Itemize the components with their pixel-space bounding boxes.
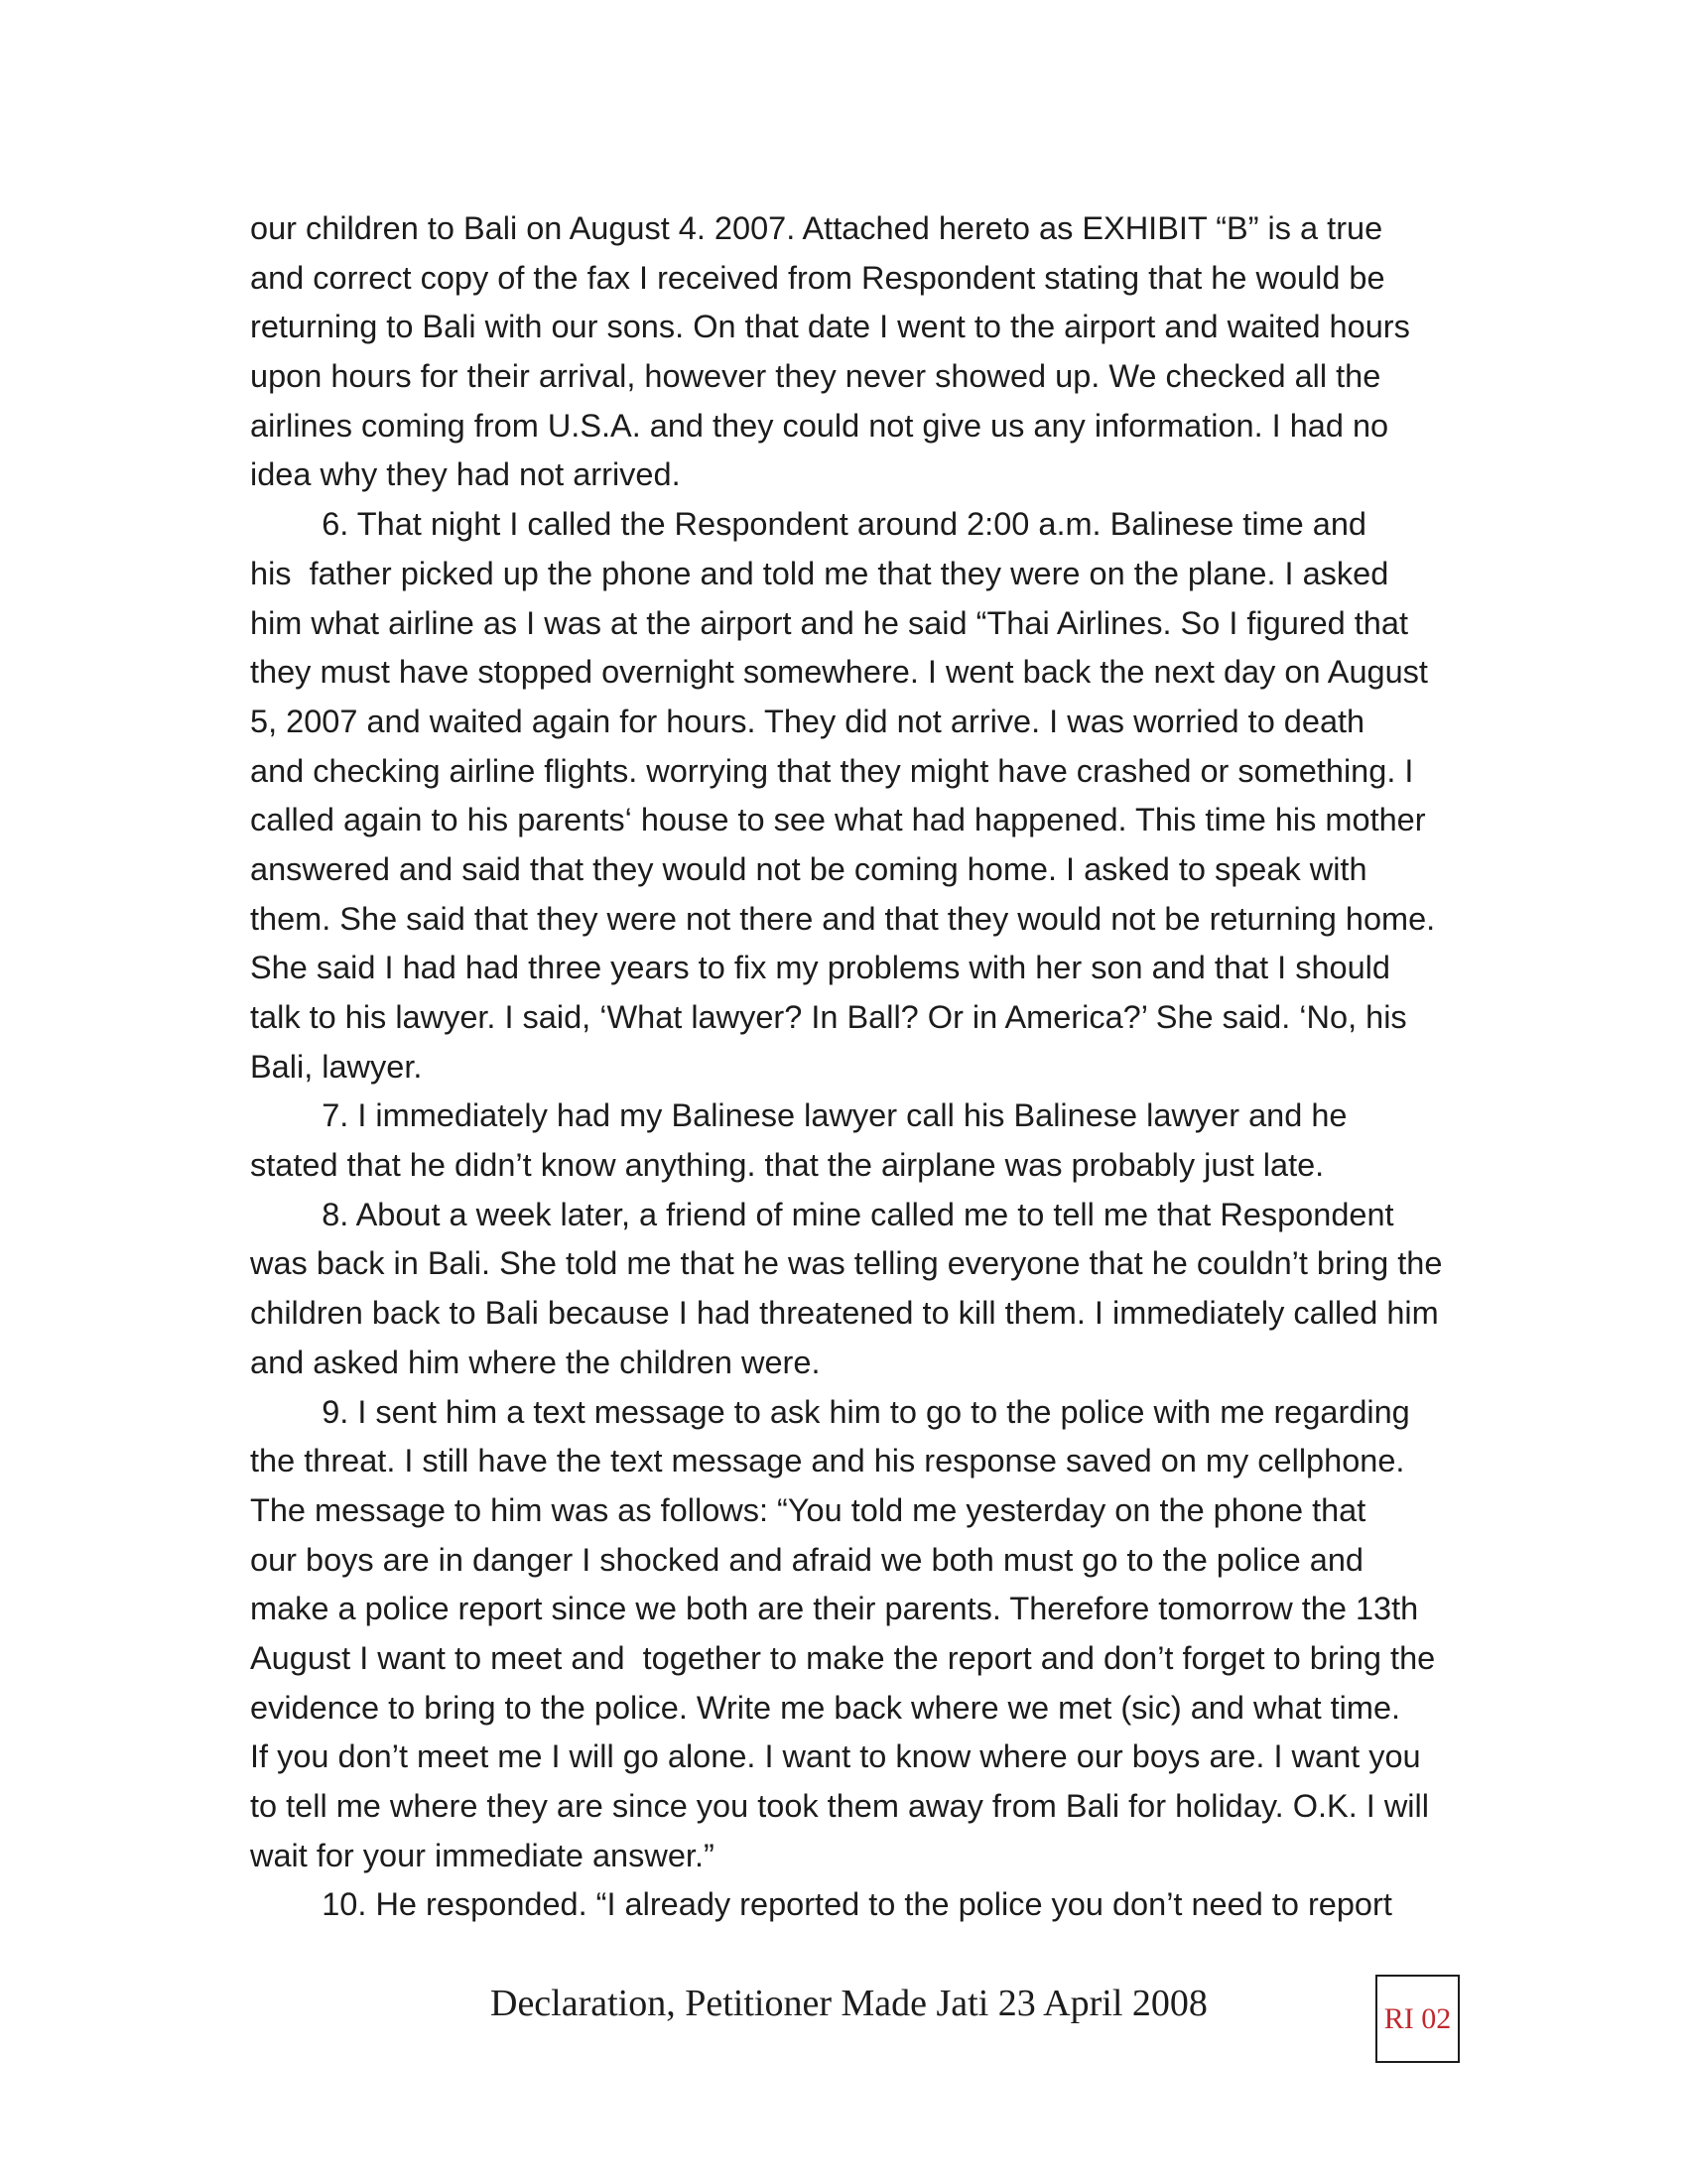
text-line: The message to him was as follows: “You told me yesterday on the phone that [250, 1491, 1366, 1528]
text-line: August I want to meet and together to make the report and don’t forget to bring the [250, 1639, 1436, 1676]
text-line: wait for your immediate answer.” [250, 1837, 714, 1873]
declaration-body-text [250, 204, 1481, 1930]
exhibit-stamp-box [1375, 1975, 1460, 2063]
text-line: our boys are in danger I shocked and afraid we both must go to the police and [250, 1541, 1363, 1578]
text-line: him what airline as I was at the airport and he said “Thai Airlines. So I figured that [250, 604, 1408, 641]
text-line: Bali, lawyer. [250, 1048, 423, 1085]
text-line: and asked him where the children were. [250, 1344, 821, 1380]
text-line: She said I had had three years to fix my problems with her son and that I should [250, 950, 1390, 986]
text-line: 9. I sent him a text message to ask him to go to the police with me regarding [250, 1393, 1410, 1430]
text-line: 7. I immediately had my Balinese lawyer call his Balinese lawyer and he [250, 1097, 1348, 1134]
text-line: idea why they had not arrived. [250, 456, 681, 493]
text-line: they must have stopped overnight somewhere. I went back the next day on August [250, 654, 1428, 691]
exhibit-label: RI 02 [1383, 2001, 1452, 2035]
text-line: stated that he didn’t know anything. that the airplane was probably just late. [250, 1147, 1325, 1184]
text-line: make a police report since we both are their parents. Therefore tomorrow the 13th [250, 1591, 1419, 1627]
text-line: returning to Bali with our sons. On that date I went to the airport and waited hours [250, 309, 1410, 345]
text-line: them. She said that they were not there and that they would not be returning home. [250, 900, 1436, 937]
text-line: 10. He responded. “I already reported to the police you don’t need to report [250, 1886, 1392, 1923]
text-line: and correct copy of the fax I received from Respondent stating that he would be [250, 259, 1385, 296]
text-line: called again to his parents‘ house to see what had happened. This time his mother [250, 802, 1426, 838]
text-line: his father picked up the phone and told me that they were on the plane. I asked [250, 555, 1389, 591]
text-line: the threat. I still have the text message and his response saved on my cellphone. [250, 1443, 1405, 1479]
text-line: 8. About a week later, a friend of mine called me to tell me that Respondent [250, 1196, 1394, 1232]
text-line: upon hours for their arrival, however they never showed up. We checked all the [250, 358, 1381, 395]
text-line: and checking airline flights. worrying that they might have crashed or something. I [250, 752, 1414, 789]
text-line: answered and said that they would not be coming home. I asked to speak with [250, 850, 1367, 887]
text-line: airlines coming from U.S.A. and they could not give us any information. I had no [250, 407, 1389, 444]
text-line: talk to his lawyer. I said, ‘What lawyer? In Ball? Or in America?’ She said. ‘No, his [250, 999, 1407, 1035]
text-line: to tell me where they are since you took them away from Bali for holiday. O.K. I will [250, 1788, 1429, 1824]
text-line: If you don’t meet me I will go alone. I want to know where our boys are. I want you [250, 1738, 1421, 1775]
footer-caption: Declaration, Petitioner Made Jati 23 April 2008 [490, 1983, 1208, 2024]
text-line: 6. That night I called the Respondent around 2:00 a.m. Balinese time and [250, 506, 1366, 543]
text-line: our children to Bali on August 4. 2007. Attached hereto as EXHIBIT “B” is a true [250, 210, 1383, 246]
text-line: children back to Bali because I had threatened to kill them. I immediately called him [250, 1295, 1439, 1332]
text-line: evidence to bring to the police. Write me back where we met (sic) and what time. [250, 1689, 1401, 1726]
text-line: was back in Bali. She told me that he was telling everyone that he couldn’t bring the [250, 1245, 1443, 1282]
text-line: 5, 2007 and waited again for hours. They did not arrive. I was worried to death [250, 703, 1365, 739]
